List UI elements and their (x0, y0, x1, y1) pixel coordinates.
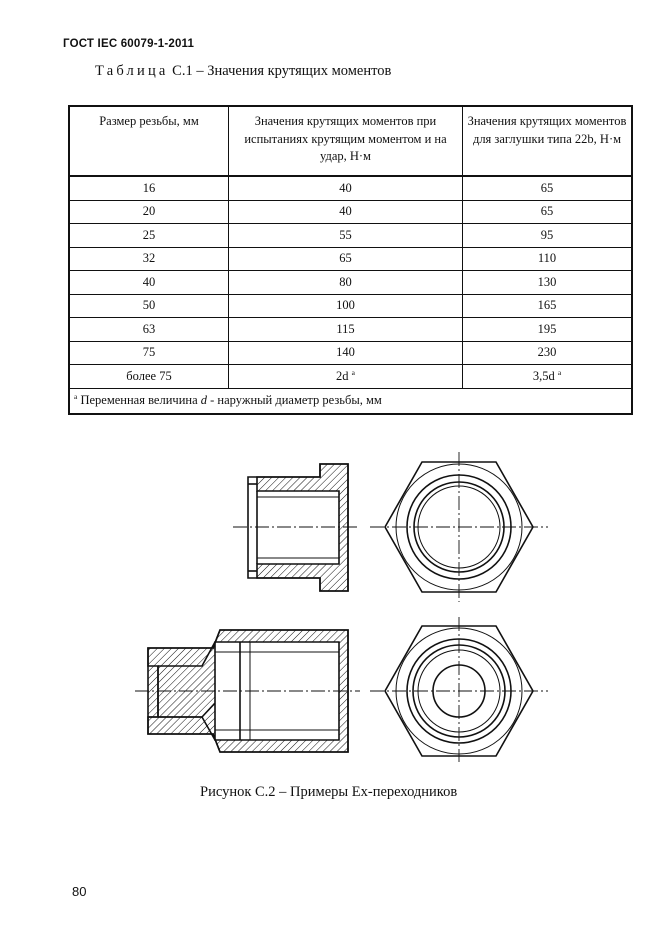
cell-torque-plug: 65 (463, 176, 633, 200)
adapter-1-section (233, 464, 360, 591)
cell-torque-test (229, 365, 463, 389)
cell-torque-plug (463, 365, 633, 389)
footnote-text: Переменная величина (80, 393, 198, 407)
adapter-2-end-view (370, 617, 548, 762)
header-torque-plug: Значения крутящих моментов для заглушки типа 22b, Н·м (463, 106, 633, 176)
page-number: 80 (72, 884, 87, 899)
table-row (69, 200, 632, 224)
cell-torque-test: 40 (229, 200, 463, 224)
footnote-text-end: - наружный диаметр резьбы, мм (210, 393, 382, 407)
cell-thread-size: 20 (69, 200, 229, 224)
footnote-mark: a (557, 367, 562, 377)
table-caption (95, 63, 391, 80)
cell-torque-plug: 165 (463, 294, 633, 318)
table-row (69, 247, 632, 271)
cell-torque-test: 115 (229, 318, 463, 342)
table-row (69, 271, 632, 295)
cell-torque-plug: 130 (463, 271, 633, 295)
header-torque-test: Значения крутящих моментов при испытаниях крутящим моментом и на удар, Н·м (229, 106, 463, 176)
table-footnote-row (69, 388, 632, 414)
cell-torque-plug: 110 (463, 247, 633, 271)
cell-torque-test: 80 (229, 271, 463, 295)
cell-thread-size: 40 (69, 271, 229, 295)
table-row (69, 294, 632, 318)
table-row-over-75 (69, 365, 632, 389)
header-thread-size: Размер резьбы, мм (69, 106, 229, 176)
footnote-mark: a (74, 391, 78, 401)
adapter-1-end-view (370, 452, 548, 602)
table-caption-title: C.1 – Значения крутящих моментов (172, 63, 392, 79)
footnote-variable: d (200, 393, 207, 407)
value-2d: 2d (336, 368, 349, 383)
table-row (69, 341, 632, 365)
footnote-mark: a (351, 367, 355, 377)
cell-thread-size: более 75 (69, 365, 229, 389)
cell-torque-plug: 65 (463, 200, 633, 224)
table-row (69, 318, 632, 342)
cell-thread-size: 32 (69, 247, 229, 271)
cell-torque-plug: 230 (463, 341, 633, 365)
standard-header: ГОСТ IEC 60079-1-2011 (63, 38, 195, 50)
table-row (69, 176, 632, 200)
cell-thread-size: 16 (69, 176, 229, 200)
cell-torque-plug: 195 (463, 318, 633, 342)
table-footnote (69, 388, 632, 414)
figure-caption: Рисунок C.2 – Примеры Ex-переходников (200, 784, 458, 800)
cell-torque-test: 55 (229, 224, 463, 248)
table-caption-word: Таблица (95, 63, 169, 79)
table-header-row (69, 106, 632, 176)
cell-torque-test: 100 (229, 294, 463, 318)
table-row (69, 224, 632, 248)
cell-torque-test: 140 (229, 341, 463, 365)
torque-table (68, 105, 633, 415)
cell-torque-test: 65 (229, 247, 463, 271)
value-3-5d: 3,5d (532, 368, 555, 383)
cell-torque-test: 40 (229, 176, 463, 200)
cell-thread-size: 75 (69, 341, 229, 365)
ex-adapters-drawing (120, 452, 550, 762)
cell-thread-size: 25 (69, 224, 229, 248)
adapter-2-section (135, 630, 360, 752)
cell-thread-size: 63 (69, 318, 229, 342)
cell-thread-size: 50 (69, 294, 229, 318)
cell-torque-plug: 95 (463, 224, 633, 248)
